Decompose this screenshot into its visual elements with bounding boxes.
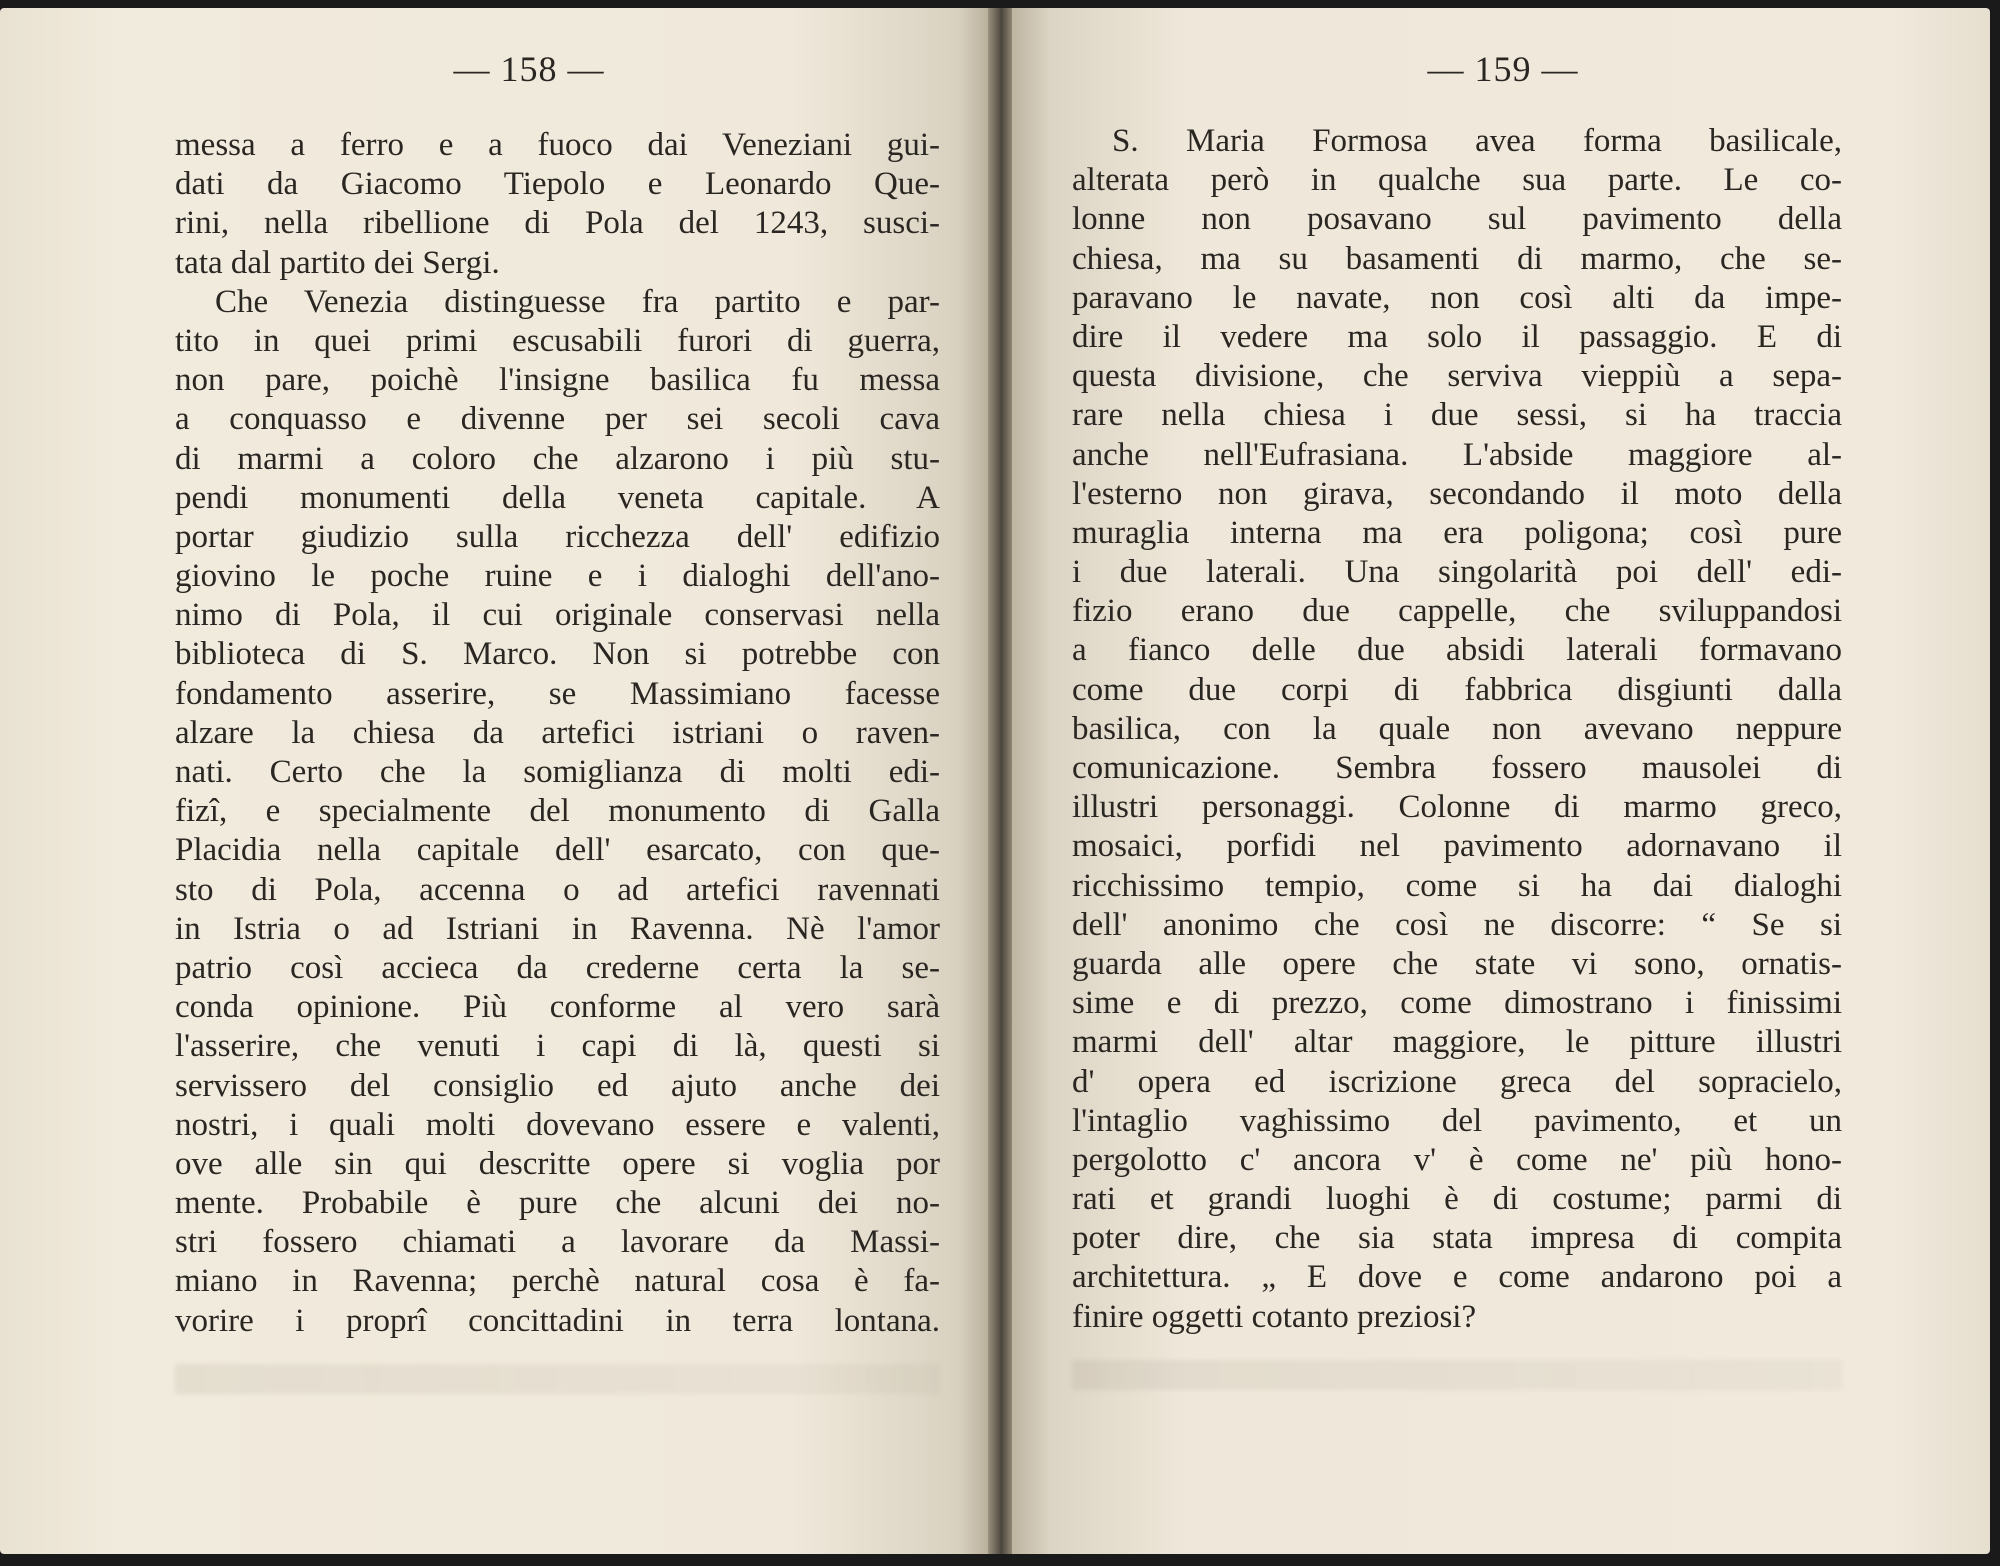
- text-line: l'asserire, che venuti i capi di là, questi si: [175, 1028, 940, 1065]
- text-line: pergolotto c' ancora v' è come ne' più hono-: [1072, 1141, 1842, 1178]
- page-text: [175, 126, 940, 1341]
- text-line: illustri personaggi. Colonne di marmo greco,: [1072, 789, 1842, 826]
- text-line: nostri, i quali molti dovevano essere e valenti,: [175, 1106, 940, 1143]
- book-gutter: [988, 8, 1012, 1554]
- text-line: i due laterali. Una singolarità poi dell' edi-: [1072, 554, 1842, 591]
- page-text: [1072, 122, 1842, 1337]
- text-line: Che Venezia distinguesse fra partito e par-: [215, 283, 940, 320]
- text-line: portar giudizio sulla ricchezza dell' edifizio: [175, 518, 940, 555]
- text-line: lonne non posavano sul pavimento della: [1072, 201, 1842, 238]
- page-number: — 159 —: [1427, 49, 1579, 89]
- text-line: pendi monumenti della veneta capitale. A: [175, 479, 940, 516]
- text-line: l'esterno non girava, secondando il moto della: [1072, 475, 1842, 512]
- text-line: anche nell'Eufrasiana. L'abside maggiore al-: [1072, 436, 1842, 473]
- text-line: marmi dell' altar maggiore, le pitture illustri: [1072, 1024, 1842, 1061]
- text-line: poter dire, che sia stata impresa di compita: [1072, 1220, 1842, 1257]
- text-line: guarda alle opere che state vi sono, ornatis-: [1072, 945, 1842, 982]
- text-line: fondamento asserire, se Massimiano facesse: [175, 675, 940, 712]
- text-line: in Istria o ad Istriani in Ravenna. Nè l'amor: [175, 910, 940, 947]
- text-line: a conquasso e divenne per sei secoli cava: [175, 401, 940, 438]
- text-line: a fianco delle due absidi laterali formavano: [1072, 632, 1842, 669]
- page-number: — 158 —: [453, 49, 605, 89]
- show-through-shadow: [1072, 1360, 1842, 1390]
- text-line: fizî, e specialmente del monumento di Galla: [175, 793, 940, 830]
- text-line: di marmi a coloro che alzarono i più stu-: [175, 440, 940, 477]
- text-line: nati. Certo che la somiglianza di molti edi-: [175, 754, 940, 790]
- text-line: rini, nella ribellione di Pola del 1243, susci-: [175, 205, 940, 242]
- text-line: l'intaglio vaghissimo del pavimento, et un: [1072, 1102, 1842, 1139]
- text-line: alzare la chiesa da artefici istriani o raven-: [175, 714, 940, 751]
- text-line: tata dal partito dei Sergi.: [175, 244, 500, 281]
- left-page: [0, 8, 988, 1554]
- text-line: chiesa, ma su basamenti di marmo, che se-: [1072, 240, 1842, 277]
- text-line: basilica, con la quale non avevano neppure: [1072, 710, 1842, 747]
- text-line: vorire i proprî concittadini in terra lontana.: [175, 1302, 940, 1339]
- text-line: dati da Giacomo Tiepolo e Leonardo Que-: [175, 166, 940, 203]
- show-through-shadow: [175, 1364, 940, 1394]
- text-line: dire il vedere ma solo il passaggio. E di: [1072, 318, 1842, 355]
- text-line: patrio così accieca da crederne certa la se-: [175, 949, 940, 986]
- text-line: servissero del consiglio ed ajuto anche dei: [175, 1067, 940, 1104]
- text-line: Placidia nella capitale dell' esarcato, con que-: [175, 832, 940, 869]
- text-line: muraglia interna ma era poligona; così pure: [1072, 514, 1842, 551]
- text-line: mente. Probabile è pure che alcuni dei no-: [175, 1185, 940, 1222]
- right-page: [1012, 8, 1990, 1554]
- text-line: sto di Pola, accenna o ad artefici ravennati: [175, 871, 940, 908]
- text-line: finire oggetti cotanto preziosi?: [1072, 1298, 1477, 1335]
- text-line: architettura. „ E dove e come andarono poi a: [1072, 1259, 1842, 1296]
- text-line: mosaici, porfidi nel pavimento adornavano il: [1072, 828, 1842, 865]
- text-line: S. Maria Formosa avea forma basilicale,: [1112, 123, 1842, 159]
- text-line: comunicazione. Sembra fossero mausolei di: [1072, 750, 1842, 786]
- text-line: ricchissimo tempio, come si ha dai dialoghi: [1072, 867, 1842, 904]
- text-line: dell' anonimo che così ne discorre: “ Se si: [1072, 906, 1842, 943]
- text-line: giovino le poche ruine e i dialoghi dell'ano-: [175, 558, 940, 595]
- text-line: nimo di Pola, il cui originale conservasi nella: [175, 597, 940, 634]
- text-line: miano in Ravenna; perchè natural cosa è fa-: [175, 1263, 940, 1300]
- text-line: biblioteca di S. Marco. Non si potrebbe con: [175, 636, 940, 673]
- text-line: ove alle sin qui descritte opere si voglia por: [175, 1145, 940, 1182]
- text-line: stri fossero chiamati a lavorare da Massi-: [175, 1224, 940, 1261]
- text-line: rati et grandi luoghi è di costume; parmi di: [1072, 1181, 1842, 1218]
- text-line: tito in quei primi escusabili furori di guerra,: [175, 322, 940, 359]
- text-line: questa divisione, che serviva vieppiù a sepa-: [1072, 358, 1842, 395]
- text-line: conda opinione. Più conforme al vero sarà: [175, 989, 940, 1026]
- text-line: sime e di prezzo, come dimostrano i finissimi: [1072, 985, 1842, 1022]
- text-line: alterata però in qualche sua parte. Le co-: [1072, 162, 1842, 199]
- text-line: paravano le navate, non così alti da impe-: [1072, 279, 1842, 316]
- text-line: fizio erano due cappelle, che sviluppandosi: [1072, 593, 1842, 630]
- text-line: rare nella chiesa i due sessi, si ha traccia: [1072, 397, 1842, 434]
- text-line: come due corpi di fabbrica disgiunti dalla: [1072, 671, 1842, 708]
- text-line: messa a ferro e a fuoco dai Veneziani gui-: [175, 127, 940, 163]
- text-line: non pare, poichè l'insigne basilica fu messa: [175, 362, 940, 399]
- text-line: d' opera ed iscrizione greca del sopracielo,: [1072, 1063, 1842, 1100]
